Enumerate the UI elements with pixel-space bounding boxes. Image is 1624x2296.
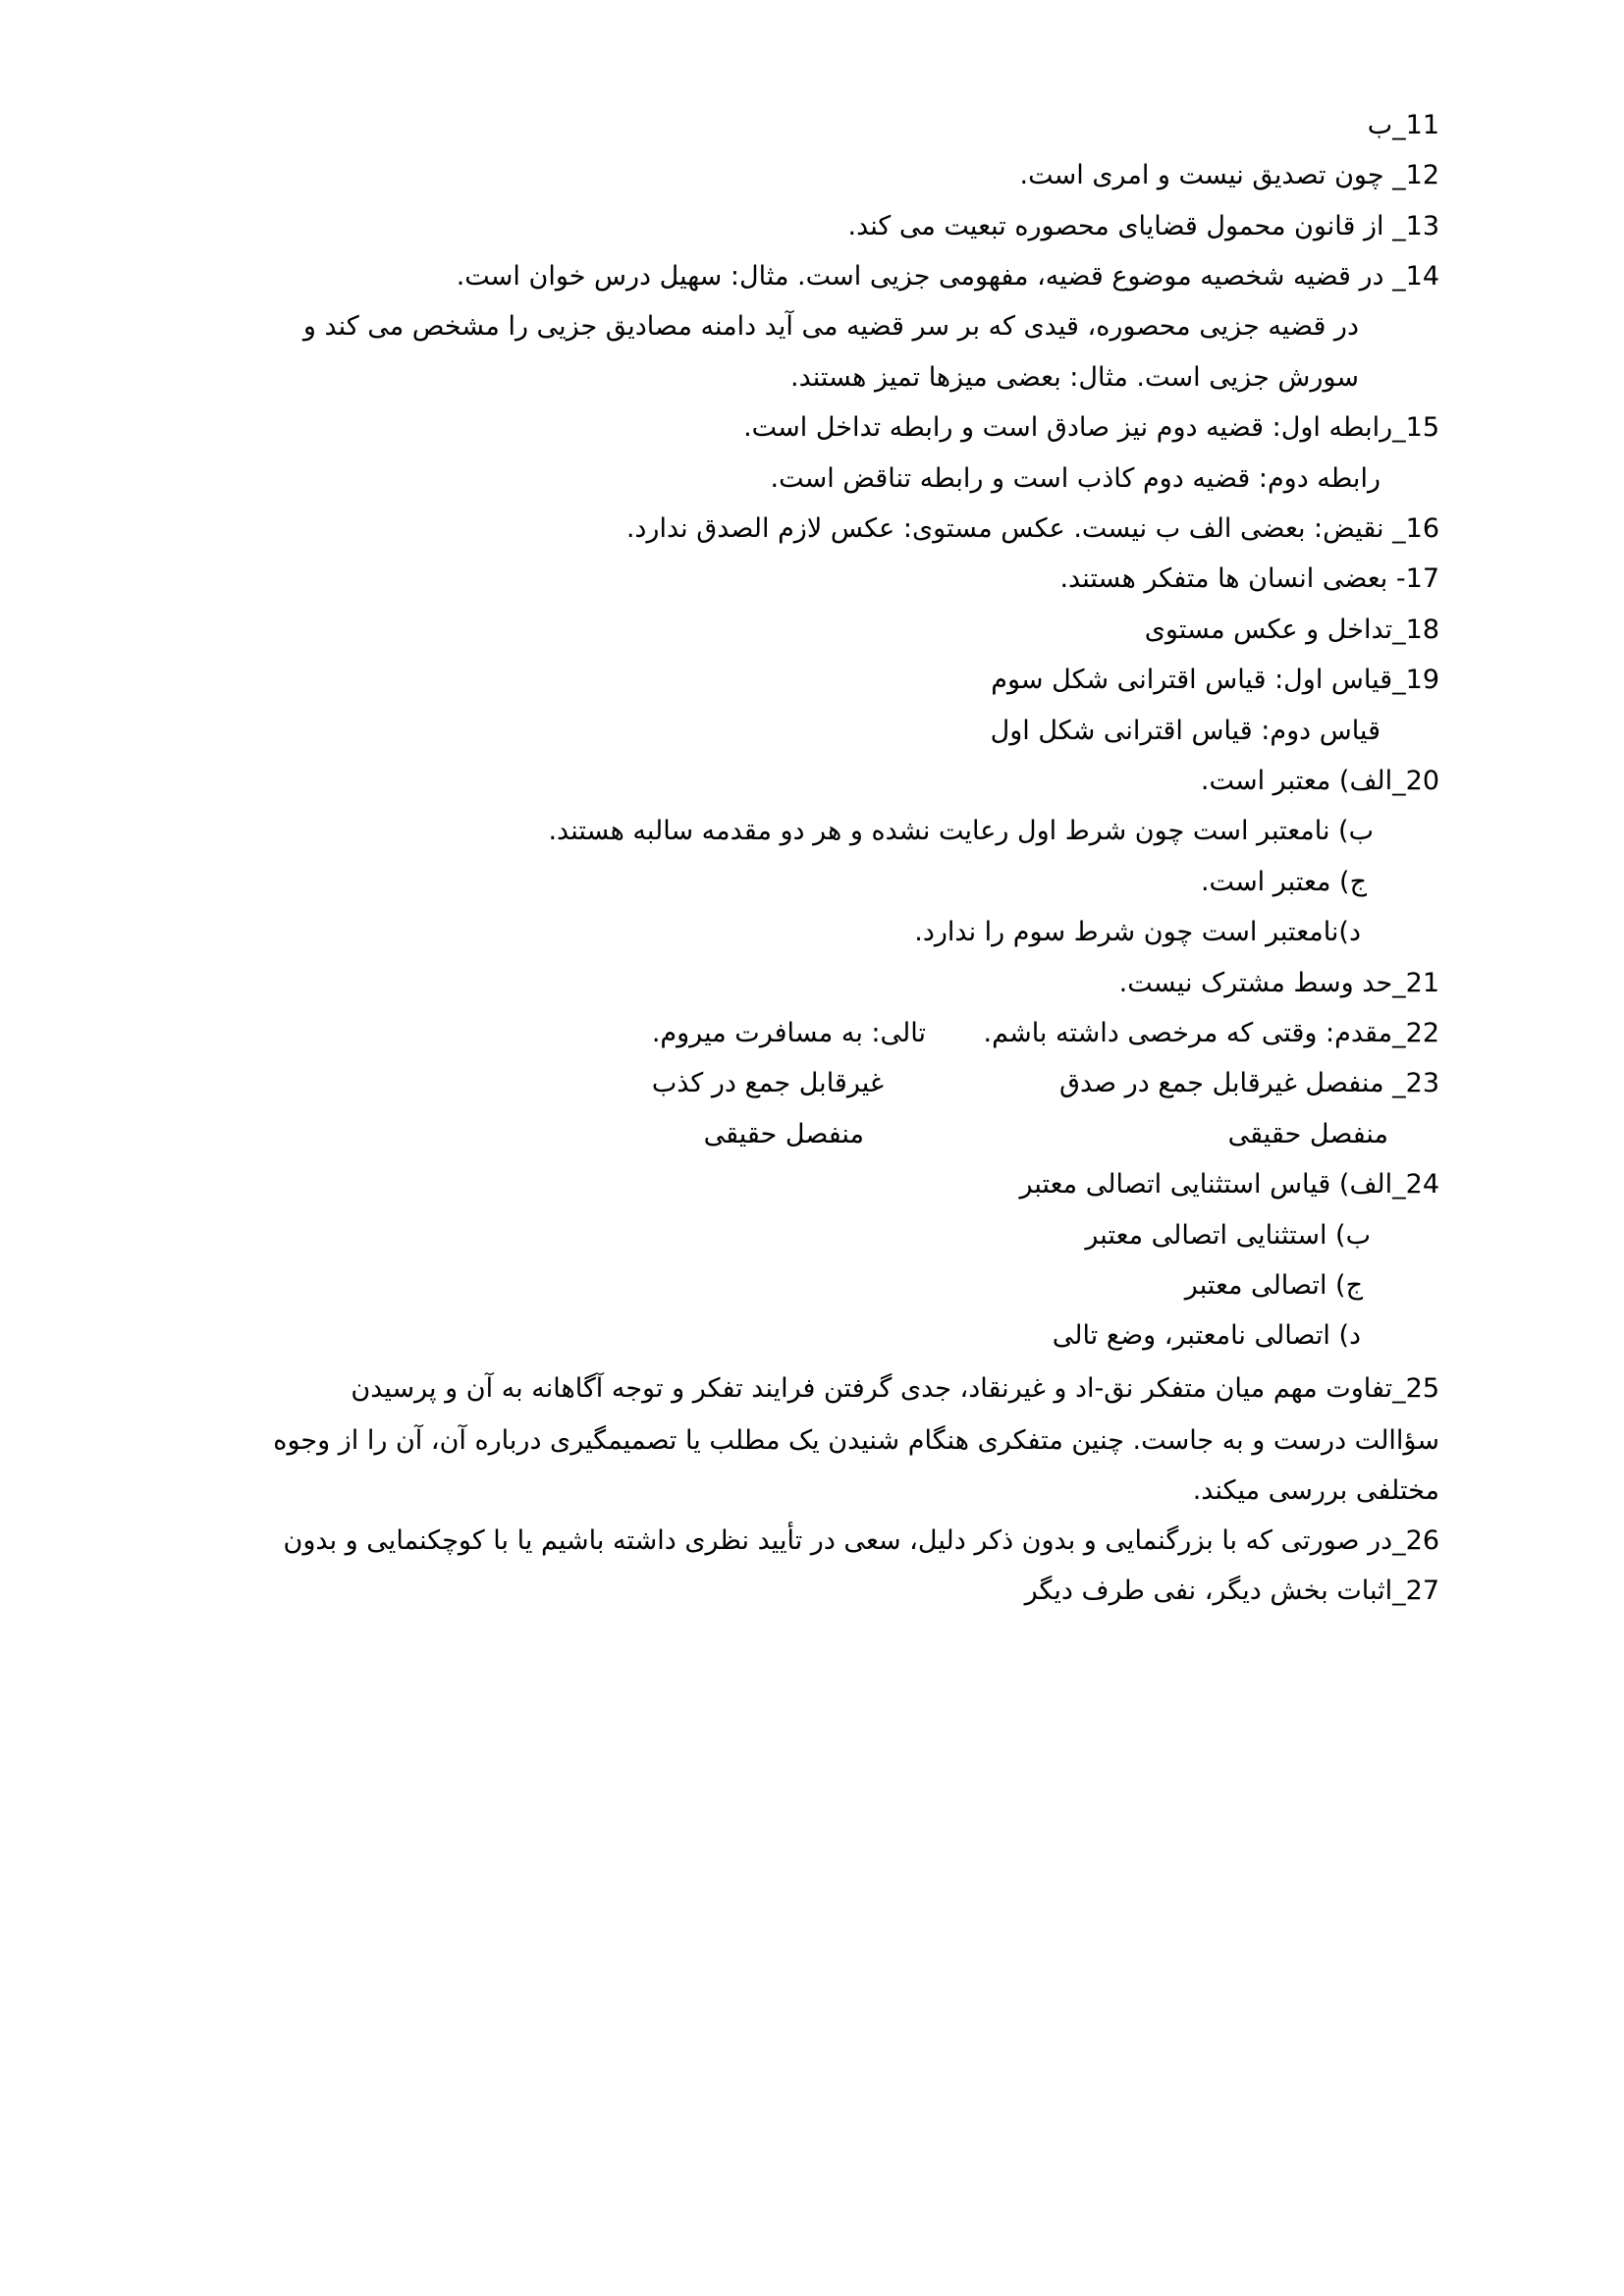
answer-24-c: ج) اتصالی معتبر <box>1184 1270 1363 1301</box>
answer-24-b: ب) استثنایی اتصالی معتبر <box>1085 1220 1371 1251</box>
answer-19-second: قیاس دوم: قیاس اقترانی شکل اول <box>990 716 1380 746</box>
answer-20: 20_الف) معتبر است. <box>1200 766 1439 796</box>
answer-27: 27_اثبات بخش دیگر، نفی طرف دیگر <box>1024 1575 1439 1606</box>
answer-25-continued: مختلفی بررسی میکند. <box>1192 1475 1439 1506</box>
answer-18: 18_تداخل و عکس مستوی <box>1144 614 1439 645</box>
answer-24-d: د) اتصالی نامعتبر، وضع تالی <box>1052 1320 1361 1351</box>
answer-22-premise: 22_مقدم: وقتی که مرخصی داشته باشم. <box>983 1018 1439 1048</box>
answer-20-c: ج) معتبر است. <box>1200 867 1367 897</box>
answer-25: 25_تفاوت مهم میان متفکر نق-اد و غیرنقاد، جدی گرفتن فرایند تفکر و توجه آگاهانه به آن و پرسیدن <box>351 1373 1439 1404</box>
answer-23-col2-type: منفصل حقیقی <box>703 1119 864 1149</box>
answer-11: 11_ب <box>1367 110 1439 140</box>
answer-16: 16_ نقیض: بعضی الف ب نیست. عکس مستوی: عکس لازم الصدق ندارد. <box>625 513 1439 544</box>
answer-19: 19_قیاس اول: قیاس اقترانی شکل سوم <box>991 665 1439 695</box>
answer-14-continued: در قضیه جزیی محصوره، قیدی که بر سر قضیه می آید دامنه مصادیق جزیی را مشخص می کند و <box>302 311 1359 342</box>
answer-15: 15_رابطه اول: قضیه دوم نیز صادق است و رابطه تداخل است. <box>743 412 1439 443</box>
answer-23-col1: 23_ منفصل غیرقابل جمع در صدق <box>1059 1068 1439 1098</box>
answer-17: 17- بعضی انسان ها متفکر هستند. <box>1059 563 1439 594</box>
answer-15-second: رابطه دوم: قضیه دوم کاذب است و رابطه تناقض است. <box>770 463 1380 494</box>
answer-20-b: ب) نامعتبر است چون شرط اول رعایت نشده و هر دو مقدمه سالبه هستند. <box>548 816 1374 846</box>
answer-23-col1-type: منفصل حقیقی <box>1227 1119 1388 1149</box>
answer-23-col2: غیرقابل جمع در کذب <box>651 1068 884 1098</box>
answer-20-d: د)نامعتبر است چون شرط سوم را ندارد. <box>914 917 1361 947</box>
answer-14-continued: سورش جزیی است. مثال: بعضی میزها تمیز هستند. <box>790 362 1359 393</box>
answer-21: 21_حد وسط مشترک نیست. <box>1118 968 1439 998</box>
answer-24: 24_الف) قیاس استثنایی اتصالی معتبر <box>1019 1169 1439 1200</box>
answer-13: 13_ از قانون محمول قضایای محصوره تبعیت می کند. <box>847 211 1439 241</box>
answer-22-consequent: تالی: به مسافرت میروم. <box>651 1018 926 1048</box>
answer-14: 14_ در قضیه شخصیه موضوع قضیه، مفهومی جزیی است. مثال: سهیل درس خوان است. <box>456 261 1439 292</box>
answer-12: 12_ چون تصدیق نیست و امری است. <box>1019 160 1439 190</box>
answer-25-continued: سؤاالت درست و به جاست. چنین متفکری هنگام شنیدن یک مطلب یا تصمیمگیری درباره آن، آن را از وجوه <box>273 1425 1439 1456</box>
answer-26: 26_در صورتی که با بزرگنمایی و بدون ذکر دلیل، سعی در تأیید نظری داشته باشیم یا با کوچکنمایی و بدون <box>283 1525 1439 1556</box>
